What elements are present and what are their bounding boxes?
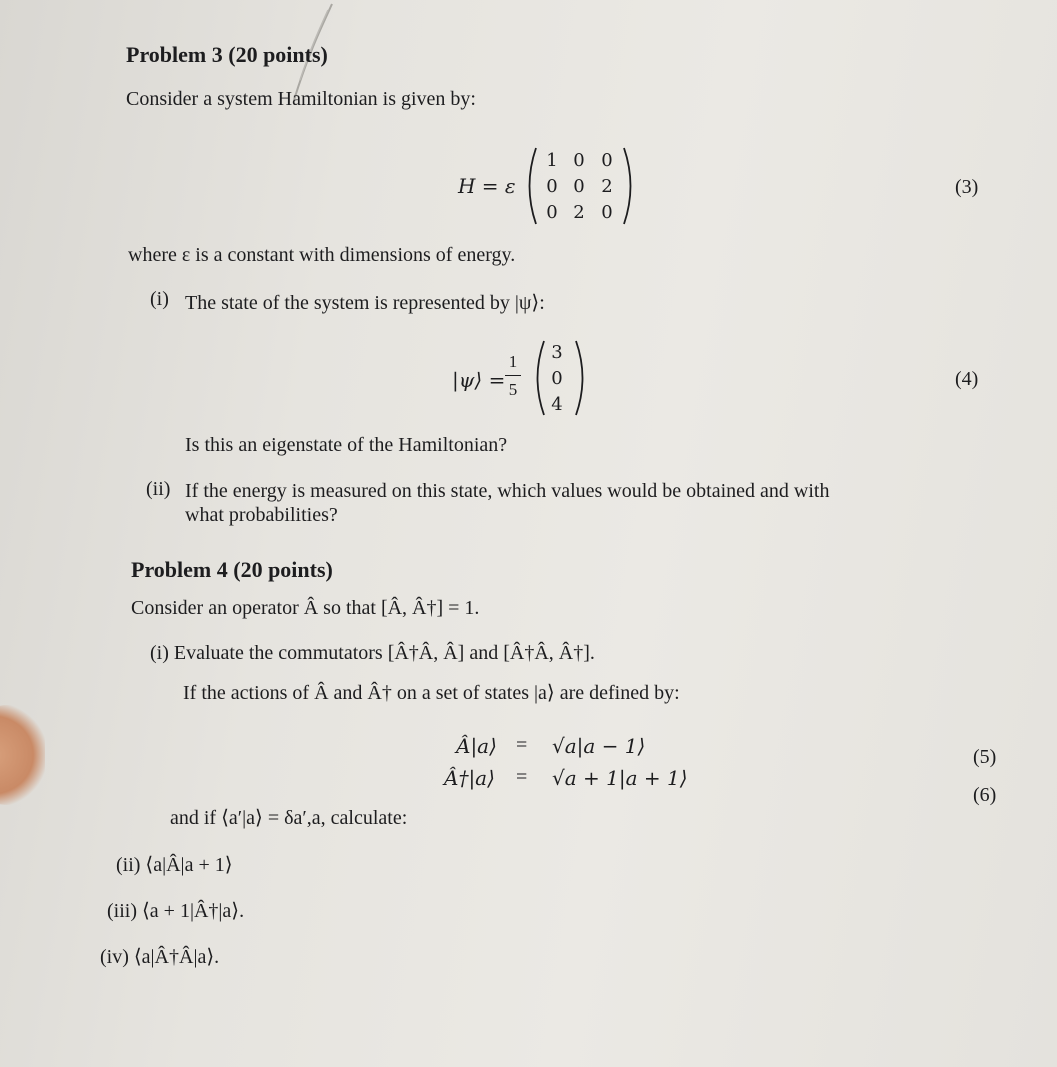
problem3-intro: Consider a system Hamiltonian is given by: <box>126 88 476 110</box>
problem4-part-i: (i) Evaluate the commutators [Â†Â, Â] and [Â†Â, Â†]. <box>150 642 595 664</box>
problem4-part-ii: (ii) ⟨a|Â|a + 1⟩ <box>116 854 233 876</box>
vector-cell: 4 <box>551 394 563 415</box>
equation-number-6: (6) <box>973 784 997 806</box>
equation-number-4: (4) <box>955 368 979 390</box>
matrix-cell: 0 <box>573 176 585 197</box>
eq5-equals: = <box>516 734 528 756</box>
vector-right-paren <box>572 338 592 418</box>
psi-lhs: |ψ⟩ = <box>452 368 506 392</box>
part-ii-line2: what probabilities? <box>185 504 338 526</box>
equation-number-3: (3) <box>955 176 979 198</box>
part-i-text: The state of the system is represented by |ψ⟩: <box>185 292 545 314</box>
matrix-cell: 2 <box>601 176 613 197</box>
vector-cell: 3 <box>551 342 563 363</box>
problem4-heading: Problem 4 (20 points) <box>131 557 333 582</box>
eigenstate-question: Is this an eigenstate of the Hamiltonian? <box>185 434 508 456</box>
where-epsilon-text: where ε is a constant with dimensions of energy. <box>128 244 516 266</box>
matrix-cell: 0 <box>546 176 558 197</box>
problem4-part-iii: (iii) ⟨a + 1|Â†|a⟩. <box>107 900 245 922</box>
psi-frac-bar <box>505 375 521 376</box>
problem4-part-iv: (iv) ⟨a|Â†Â|a⟩. <box>100 946 220 968</box>
actions-text: If the actions of Â and Â† on a set of states |a⟩ are defined by: <box>183 682 680 704</box>
eq6-lhs: Â†|a⟩ <box>444 766 495 790</box>
problem3-heading: Problem 3 (20 points) <box>126 42 328 67</box>
thumb-in-photo <box>0 705 45 805</box>
matrix-cell: 0 <box>601 150 613 171</box>
eq5-rhs: √a|a − 1⟩ <box>552 734 646 758</box>
part-i-label: (i) <box>150 288 169 310</box>
equation-number-5: (5) <box>973 746 997 768</box>
matrix-cell: 0 <box>601 202 613 223</box>
matrix-cell: 1 <box>546 150 558 171</box>
psi-frac-numerator: 1 <box>508 352 518 371</box>
problem4-intro: Consider an operator Â so that [Â, Â†] = 1. <box>131 597 480 619</box>
matrix-cell: 2 <box>573 202 585 223</box>
matrix-left-paren <box>520 145 540 227</box>
psi-frac-denominator: 5 <box>508 380 518 399</box>
vector-cell: 0 <box>551 368 563 389</box>
eq6-equals: = <box>516 766 528 788</box>
vector-left-paren <box>528 338 548 418</box>
orthonormal-condition: and if ⟨a′|a⟩ = δa′,a, calculate: <box>170 807 408 829</box>
hamiltonian-lhs: H = ε <box>458 174 516 198</box>
matrix-cell: 0 <box>573 150 585 171</box>
matrix-right-paren <box>620 145 640 227</box>
part-ii-label: (ii) <box>146 478 171 500</box>
matrix-cell: 0 <box>546 202 558 223</box>
eq5-lhs: Â|a⟩ <box>456 734 497 758</box>
part-ii-line1: If the energy is measured on this state, which values would be obtained and with <box>185 480 830 502</box>
eq6-rhs: √a + 1|a + 1⟩ <box>552 766 688 790</box>
